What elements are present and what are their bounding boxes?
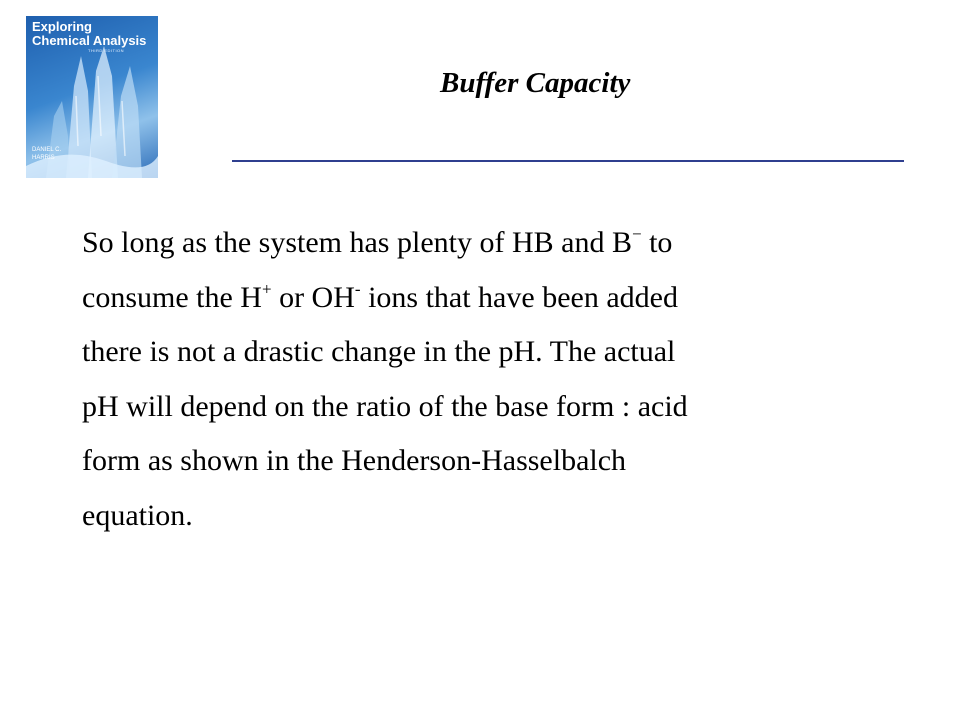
body-line-1: [82, 216, 862, 271]
cover-title-line2: Chemical Analysis: [32, 33, 147, 48]
slide-title: Buffer Capacity: [440, 67, 631, 99]
body-text-segment: or OH: [271, 280, 355, 314]
body-line-4: pH will depend on the ratio of the base form : acid: [82, 389, 688, 423]
body-line-6: equation.: [82, 498, 193, 532]
body-text-segment: So long as the system has plenty of HB and B: [82, 226, 632, 259]
superscript-charge: +: [261, 278, 272, 298]
superscript-charge: −: [631, 224, 642, 244]
slide-body: [82, 216, 862, 543]
cover-title: [32, 20, 146, 48]
body-line-2: [82, 271, 862, 326]
cover-author: [32, 146, 61, 162]
body-text-segment: ions that have been added: [360, 280, 678, 314]
cover-author-line2: HARRIS: [32, 155, 55, 161]
body-line-3: there is not a drastic change in the pH. The actual: [82, 335, 676, 368]
cover-author-line1: DANIEL C.: [32, 147, 62, 153]
cover-title-line1: Exploring: [32, 19, 92, 34]
body-text-segment: to: [641, 226, 673, 259]
superscript-charge: -: [354, 278, 361, 298]
title-divider: [232, 160, 904, 162]
body-text-segment: consume the H: [82, 280, 262, 314]
cover-edition: THIRD EDITION: [88, 48, 125, 53]
body-line-5: form as shown in the Henderson-Hasselbalch: [82, 444, 627, 477]
book-cover-image: [26, 16, 158, 178]
